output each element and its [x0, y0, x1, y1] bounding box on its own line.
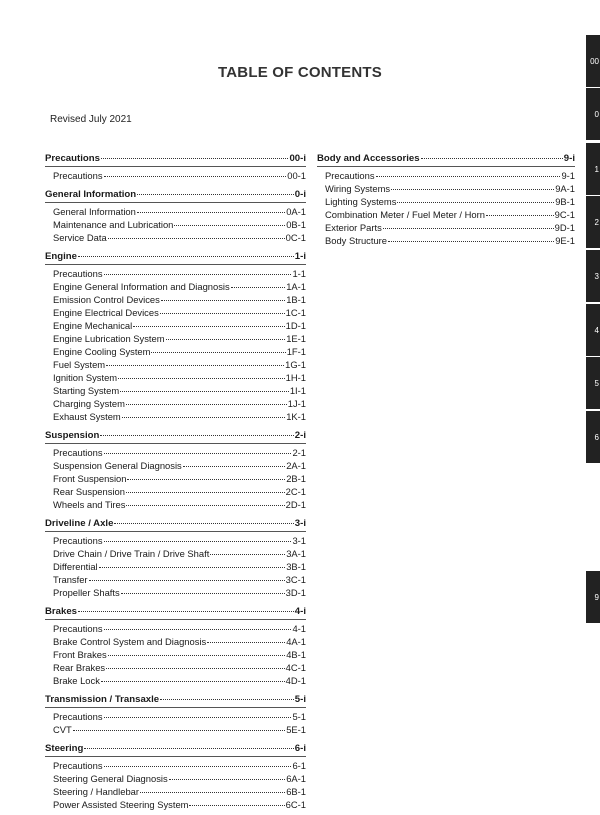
entry-title: Engine Electrical Devices: [53, 307, 159, 318]
entry-page: 9A-1: [555, 183, 575, 194]
toc-section-heading[interactable]: [45, 248, 306, 265]
entry-title: Body Structure: [325, 235, 388, 246]
dot-leader: [118, 368, 285, 379]
entry-title: Brake Control System and Diagnosis: [53, 636, 207, 647]
dot-leader: [231, 277, 286, 288]
section-title: Body and Accessories: [317, 153, 420, 164]
dot-leader: [126, 394, 287, 405]
section-title: Suspension: [45, 430, 100, 441]
dot-leader: [101, 671, 285, 682]
entry-page: 4B-1: [286, 649, 306, 660]
toc-section-body-and-accessories: [317, 150, 575, 246]
entry-page: 9C-1: [554, 209, 575, 220]
dot-leader: [122, 407, 285, 418]
dot-leader: [104, 707, 292, 718]
toc-section-heading[interactable]: [317, 150, 575, 167]
entry-title: Precautions: [53, 535, 103, 546]
entry-title: Transfer: [53, 574, 88, 585]
dot-leader: [183, 456, 285, 467]
dot-leader: [421, 148, 563, 159]
entry-page: 3C-1: [285, 574, 306, 585]
entry-page: 1B-1: [286, 294, 306, 305]
dot-leader: [101, 148, 289, 159]
dot-leader: [104, 443, 292, 454]
dot-leader: [151, 342, 285, 353]
entry-page: 1C-1: [285, 307, 306, 318]
entry-title: Starting System: [53, 385, 120, 396]
toc-section-precautions: [45, 150, 306, 181]
dot-leader: [84, 738, 293, 749]
entry-title: Lighting Systems: [325, 196, 397, 207]
dot-leader: [121, 583, 285, 594]
dot-leader: [137, 184, 294, 195]
section-tab-6[interactable]: 6: [586, 411, 600, 463]
toc-entry[interactable]: [45, 673, 306, 686]
section-page: 4-i: [294, 606, 306, 617]
entry-page: 3A-1: [286, 548, 306, 559]
dot-leader: [486, 205, 554, 216]
toc-section-heading[interactable]: [45, 740, 306, 757]
entry-title: Brake Lock: [53, 675, 100, 686]
entry-page: 3-1: [292, 535, 306, 546]
entry-page: 0B-1: [286, 219, 306, 230]
entry-title: Steering / Handlebar: [53, 786, 139, 797]
section-page: 2-i: [294, 430, 306, 441]
entry-title: Wiring Systems: [325, 183, 391, 194]
entry-page: 0A-1: [286, 206, 306, 217]
toc-entry[interactable]: [45, 409, 306, 422]
toc-entry[interactable]: [45, 797, 306, 810]
section-tab-9[interactable]: 9: [586, 571, 600, 623]
dot-leader: [73, 720, 285, 731]
dot-leader: [160, 303, 285, 314]
entry-page: 2C-1: [285, 486, 306, 497]
entry-title: Power Assisted Steering System: [53, 799, 189, 810]
toc-entry[interactable]: [45, 722, 306, 735]
dot-leader: [114, 513, 293, 524]
entry-page: 9D-1: [554, 222, 575, 233]
toc-entry[interactable]: [45, 585, 306, 598]
toc-section-heading[interactable]: [45, 515, 306, 532]
entry-page: 9-1: [561, 170, 575, 181]
dot-leader: [174, 215, 285, 226]
section-page: 0-i: [294, 189, 306, 200]
dot-leader: [189, 795, 284, 806]
entry-title: Precautions: [53, 623, 103, 634]
entry-page: 4C-1: [285, 662, 306, 673]
toc-section-heading[interactable]: [45, 150, 306, 167]
entry-page: 5E-1: [286, 724, 306, 735]
section-tab-3[interactable]: 3: [586, 250, 600, 302]
entry-page: 1J-1: [287, 398, 306, 409]
entry-page: 2D-1: [285, 499, 306, 510]
toc-section-suspension: [45, 427, 306, 510]
dot-leader: [104, 756, 292, 767]
dot-leader: [160, 689, 294, 700]
dot-leader: [210, 544, 285, 555]
dot-leader: [104, 264, 292, 275]
entry-page: 1-1: [292, 268, 306, 279]
section-title: General Information: [45, 189, 137, 200]
toc-section-heading[interactable]: [45, 603, 306, 620]
dot-leader: [133, 316, 284, 327]
dot-leader: [108, 645, 286, 656]
page-title: TABLE OF CONTENTS: [218, 64, 382, 81]
dot-leader: [104, 531, 292, 542]
toc-left-column: [45, 150, 306, 815]
dot-leader: [104, 166, 287, 177]
toc-section-heading[interactable]: [45, 691, 306, 708]
toc-entry[interactable]: [45, 230, 306, 243]
entry-title: Charging System: [53, 398, 125, 409]
dot-leader: [166, 329, 286, 340]
dot-leader: [126, 495, 284, 506]
toc-section-driveline-axle: [45, 515, 306, 598]
entry-title: Wheels and Tires: [53, 499, 126, 510]
toc-section-engine: [45, 248, 306, 422]
entry-page: 9E-1: [555, 235, 575, 246]
entry-title: Precautions: [53, 711, 103, 722]
entry-title: Precautions: [325, 170, 375, 181]
section-tab-strip: [586, 0, 600, 784]
entry-title: Front Suspension: [53, 473, 127, 484]
entry-title: Exterior Parts: [325, 222, 382, 233]
entry-page: 1D-1: [285, 320, 306, 331]
toc-section-steering: [45, 740, 306, 810]
section-title: Driveline / Axle: [45, 518, 114, 529]
entry-title: Precautions: [53, 760, 103, 771]
entry-title: Engine Mechanical: [53, 320, 133, 331]
entry-page: 4A-1: [286, 636, 306, 647]
dot-leader: [106, 355, 284, 366]
section-page: 6-i: [294, 743, 306, 754]
dot-leader: [126, 482, 285, 493]
section-tab-00[interactable]: 00: [586, 35, 600, 87]
dot-leader: [383, 218, 554, 229]
entry-title: Precautions: [53, 170, 103, 181]
entry-page: 5-1: [292, 711, 306, 722]
entry-page: 4-1: [292, 623, 306, 634]
toc-section-general-information: [45, 186, 306, 243]
entry-title: General Information: [53, 206, 136, 217]
entry-page: 3B-1: [286, 561, 306, 572]
dot-leader: [207, 632, 285, 643]
entry-page: 6B-1: [286, 786, 306, 797]
dot-leader: [397, 192, 554, 203]
dot-leader: [127, 469, 285, 480]
section-tab-2[interactable]: 2: [586, 196, 600, 248]
dot-leader: [120, 381, 289, 392]
entry-title: Differential: [53, 561, 98, 572]
toc-section-heading[interactable]: [45, 186, 306, 203]
section-title: Steering: [45, 743, 84, 754]
section-title: Transmission / Transaxle: [45, 694, 160, 705]
entry-title: Engine General Information and Diagnosis: [53, 281, 230, 292]
section-title: Engine: [45, 251, 77, 262]
dot-leader: [161, 290, 285, 301]
section-page: 1-i: [294, 251, 306, 262]
entry-title: Fuel System: [53, 359, 106, 370]
dot-leader: [78, 246, 294, 257]
entry-title: Rear Suspension: [53, 486, 125, 497]
section-page: 9-i: [563, 153, 575, 164]
entry-title: Engine Cooling System: [53, 346, 151, 357]
entry-page: 00-1: [287, 170, 306, 181]
entry-title: Suspension General Diagnosis: [53, 460, 182, 471]
dot-leader: [89, 570, 285, 581]
dot-leader: [106, 658, 285, 669]
entry-title: Propeller Shafts: [53, 587, 120, 598]
entry-title: Exhaust System: [53, 411, 121, 422]
section-tab-0[interactable]: 0: [586, 88, 600, 140]
section-page: 00-i: [289, 153, 306, 164]
entry-title: Ignition System: [53, 372, 118, 383]
entry-page: 6A-1: [286, 773, 306, 784]
dot-leader: [104, 619, 292, 630]
dot-leader: [388, 231, 554, 242]
dot-leader: [376, 166, 561, 177]
dot-leader: [108, 228, 285, 239]
entry-title: Emission Control Devices: [53, 294, 160, 305]
entry-page: 2B-1: [286, 473, 306, 484]
entry-title: Front Brakes: [53, 649, 107, 660]
entry-page: 1E-1: [286, 333, 306, 344]
section-title: Brakes: [45, 606, 78, 617]
toc-entry[interactable]: [45, 497, 306, 510]
entry-title: Drive Chain / Drive Train / Drive Shaft: [53, 548, 210, 559]
entry-page: 6-1: [292, 760, 306, 771]
section-tab-4[interactable]: 4: [586, 304, 600, 356]
toc-entry[interactable]: [317, 233, 575, 246]
section-tab-1[interactable]: 1: [586, 143, 600, 195]
dot-leader: [137, 202, 285, 213]
section-tab-5[interactable]: 5: [586, 357, 600, 409]
entry-page: 3D-1: [285, 587, 306, 598]
dot-leader: [99, 557, 286, 568]
entry-page: 4D-1: [285, 675, 306, 686]
toc-section-heading[interactable]: [45, 427, 306, 444]
entry-title: Precautions: [53, 447, 103, 458]
section-page: 5-i: [294, 694, 306, 705]
entry-page: 1F-1: [286, 346, 306, 357]
dot-leader: [100, 425, 293, 436]
toc-entry[interactable]: [45, 168, 306, 181]
dot-leader: [78, 601, 294, 612]
entry-title: CVT: [53, 724, 72, 735]
entry-page: 2A-1: [286, 460, 306, 471]
toc-section-transmission-transaxle: [45, 691, 306, 735]
entry-title: Precautions: [53, 268, 103, 279]
entry-page: 1H-1: [285, 372, 306, 383]
entry-page: 2-1: [292, 447, 306, 458]
section-page: 3-i: [294, 518, 306, 529]
dot-leader: [391, 179, 554, 190]
entry-title: Engine Lubrication System: [53, 333, 165, 344]
toc-section-brakes: [45, 603, 306, 686]
entry-title: Steering General Diagnosis: [53, 773, 168, 784]
dot-leader: [169, 769, 286, 780]
entry-title: Combination Meter / Fuel Meter / Horn: [325, 209, 485, 220]
toc-right-column: [317, 150, 575, 251]
entry-page: 1A-1: [286, 281, 306, 292]
entry-page: 0C-1: [285, 232, 306, 243]
entry-page: 1K-1: [286, 411, 306, 422]
entry-page: 1G-1: [285, 359, 306, 370]
entry-title: Service Data: [53, 232, 107, 243]
entry-title: Rear Brakes: [53, 662, 106, 673]
revision-date: Revised July 2021: [50, 114, 132, 125]
section-title: Precautions: [45, 153, 100, 164]
entry-page: 9B-1: [555, 196, 575, 207]
entry-page: 1I-1: [289, 385, 306, 396]
entry-page: 6C-1: [285, 799, 306, 810]
entry-title: Maintenance and Lubrication: [53, 219, 174, 230]
